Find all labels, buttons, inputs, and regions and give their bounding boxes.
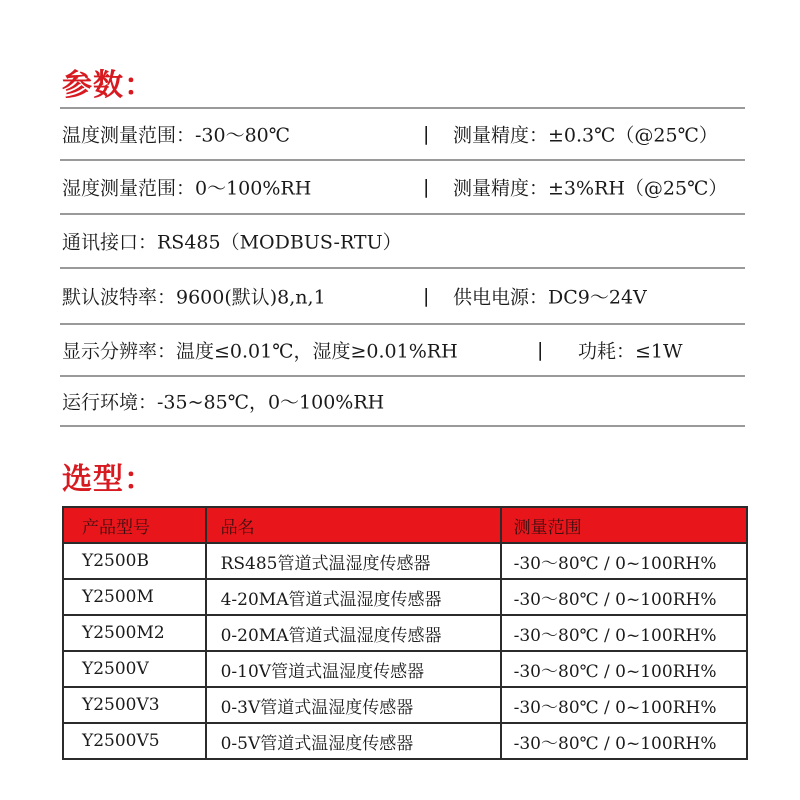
header-name: 品名 xyxy=(206,507,501,543)
temperature-accuracy: 测量精度：±0.3℃（@25℃） xyxy=(453,124,718,147)
model-cell: Y2500M xyxy=(63,579,206,615)
product-name-cell: 0-5V管道式温湿度传感器 xyxy=(206,723,501,759)
table-row xyxy=(63,615,747,651)
humidity-accuracy: 测量精度：±3%RH（@25℃） xyxy=(453,177,728,200)
operating-environment: 运行环境：-35~85℃，0～100%RH xyxy=(62,391,385,414)
table-row xyxy=(63,723,747,759)
range-cell: -30～80℃ / 0~100RH% xyxy=(501,687,747,723)
table-row xyxy=(63,579,747,615)
table-row xyxy=(63,543,747,579)
product-name-cell: RS485管道式温湿度传感器 xyxy=(206,543,501,579)
temperature-range: 温度测量范围：-30～80℃ xyxy=(62,124,291,147)
table-row xyxy=(63,687,747,723)
baud-rate: 默认波特率：9600(默认)8,n,1 xyxy=(62,286,326,309)
model-cell: Y2500V5 xyxy=(63,723,206,759)
header-range: 测量范围 xyxy=(501,507,747,543)
models-heading: 选型： xyxy=(62,462,155,497)
humidity-range: 湿度测量范围：0～100%RH xyxy=(62,177,312,200)
param-row-temperature xyxy=(60,107,745,159)
product-name-cell: 4-20MA管道式温湿度传感器 xyxy=(206,579,501,615)
param-row-interface xyxy=(60,213,745,267)
range-cell: -30～80℃ / 0~100RH% xyxy=(501,579,747,615)
param-row-environment xyxy=(60,375,745,427)
separator: | xyxy=(423,123,430,145)
header-model: 产品型号 xyxy=(63,507,206,543)
param-row-baud xyxy=(60,267,745,323)
range-cell: -30～80℃ / 0~100RH% xyxy=(501,615,747,651)
table-row xyxy=(63,651,747,687)
range-cell: -30～80℃ / 0~100RH% xyxy=(501,651,747,687)
param-row-resolution xyxy=(60,323,745,375)
product-name-cell: 0-3V管道式温湿度传感器 xyxy=(206,687,501,723)
param-row-humidity xyxy=(60,159,745,213)
params-list xyxy=(60,107,745,427)
params-heading: 参数： xyxy=(62,68,155,103)
range-cell: -30～80℃ / 0~100RH% xyxy=(501,543,747,579)
comm-interface: 通讯接口：RS485（MODBUS-RTU） xyxy=(62,231,402,254)
power-supply: 供电电源：DC9～24V xyxy=(453,286,647,309)
table-header-row xyxy=(63,507,747,543)
model-cell: Y2500V xyxy=(63,651,206,687)
display-resolution: 显示分辨率：温度≤0.01℃，湿度≥0.01%RH xyxy=(62,340,458,363)
power-consumption: 功耗：≤1W xyxy=(578,340,683,363)
range-cell: -30～80℃ / 0~100RH% xyxy=(501,723,747,759)
model-cell: Y2500V3 xyxy=(63,687,206,723)
separator: | xyxy=(537,339,544,361)
model-table xyxy=(62,506,748,760)
product-name-cell: 0-20MA管道式温湿度传感器 xyxy=(206,615,501,651)
separator: | xyxy=(423,285,430,307)
model-cell: Y2500M2 xyxy=(63,615,206,651)
product-name-cell: 0-10V管道式温湿度传感器 xyxy=(206,651,501,687)
separator: | xyxy=(423,176,430,198)
model-cell: Y2500B xyxy=(63,543,206,579)
